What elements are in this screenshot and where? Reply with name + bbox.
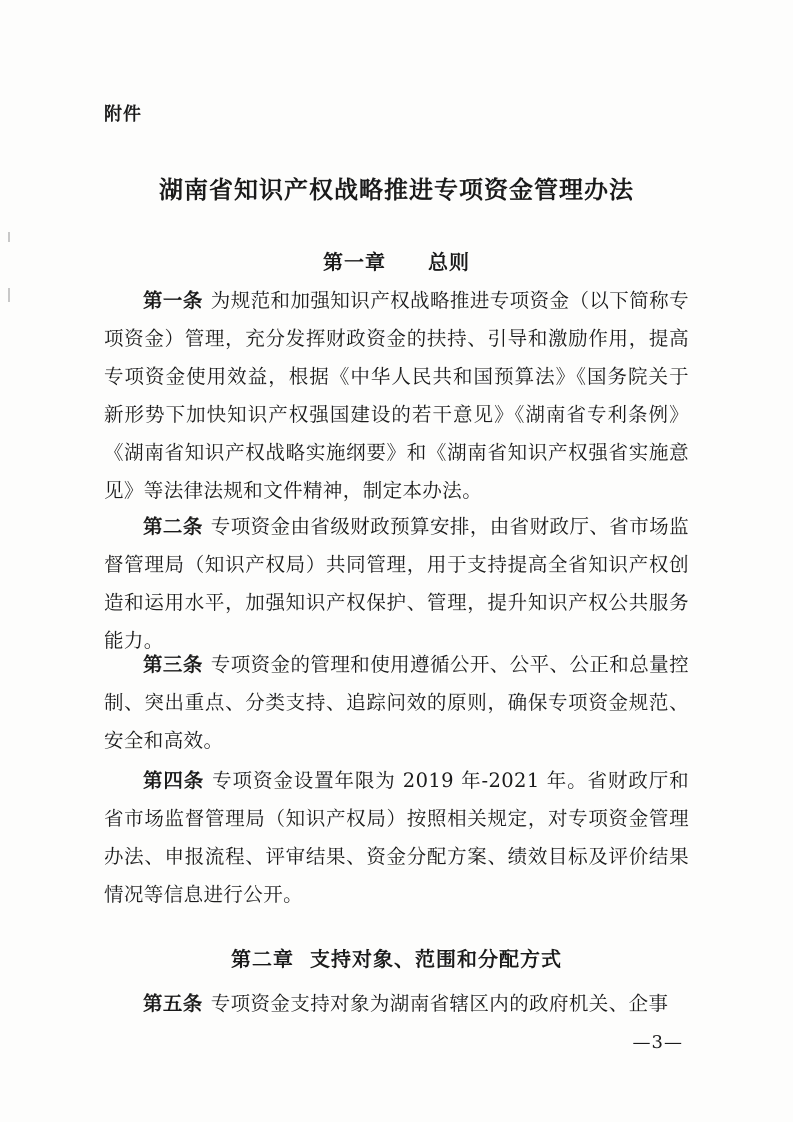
article [104,282,689,510]
article [104,508,689,660]
article-number: 第五条 [143,992,203,1015]
attachment-label: 附件 [104,104,142,125]
article-number: 第二条 [143,515,203,538]
article-text: 专项资金设置年限为 2019 年-2021 年。省财政厅和省市场监督管理局（知识产权局）按照相关规定，对专项资金管理办法、申报流程、评审结果、资金分配方案、绩效目标及评价结果情况等信息进行公开。 [104,769,689,906]
article [104,985,689,1023]
article-number: 第四条 [143,769,205,792]
article [104,762,689,914]
scan-artifact [8,232,10,242]
page-number: —3— [632,1032,683,1053]
article [104,646,689,760]
article-text: 为规范和加强知识产权战略推进专项资金（以下简称专项资金）管理，充分发挥财政资金的扶持、引导和激励作用，提高专项资金使用效益，根据《中华人民共和国预算法》《国务院关于新形势下加快知识产权强国建设的若干意见》《湖南省专利条例》《湖南省知识产权战略实施纲要》和《湖南省知识产权强省实施意见》等法律法规和文件精神，制定本办法。 [104,289,689,502]
article-text: 专项资金的管理和使用遵循公开、公平、公正和总量控制、突出重点、分类支持、追踪问效的原则，确保专项资金规范、安全和高效。 [104,653,689,752]
article-text: 专项资金支持对象为湖南省辖区内的政府机关、企事 [210,992,669,1015]
scan-artifact [8,288,10,302]
article-text: 专项资金由省级财政预算安排，由省财政厅、省市场监督管理局（知识产权局）共同管理，用于支持提高全省知识产权创造和运用水平，加强知识产权保护、管理，提升知识产权公共服务能力。 [104,515,689,652]
article-number: 第一条 [143,289,203,312]
chapter-heading: 第一章 总则 [323,250,470,274]
article-number: 第三条 [143,653,203,676]
chapter-heading: 第二章 支持对象、范围和分配方式 [231,947,562,971]
document-title: 湖南省知识产权战略推进专项资金管理办法 [159,176,634,204]
